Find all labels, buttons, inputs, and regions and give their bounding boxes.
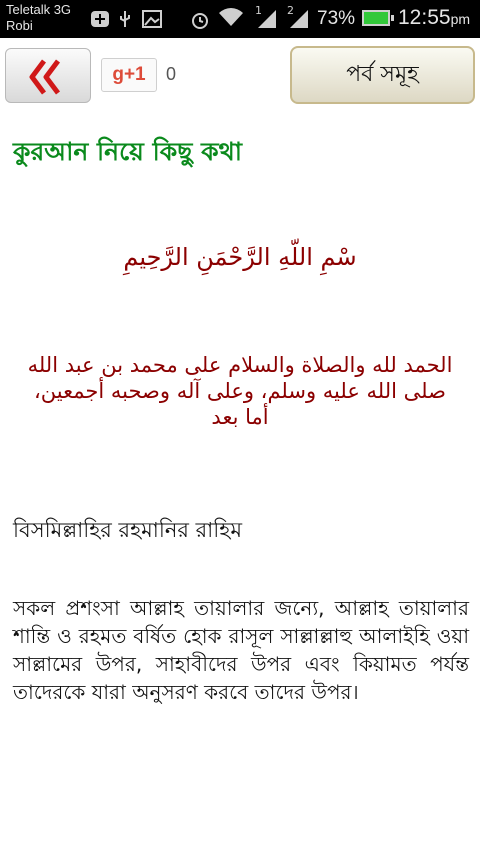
add-icon bbox=[90, 10, 110, 32]
battery-icon bbox=[362, 10, 390, 26]
carrier-line2: Robi bbox=[6, 18, 33, 33]
clock bbox=[398, 6, 470, 30]
bismillah-arabic: سْمِ اللّهِ الرَّحْمَنِ الرَّحِيمِ bbox=[123, 243, 357, 271]
status-bar bbox=[0, 0, 480, 38]
sim2-label: 2 bbox=[287, 4, 294, 17]
bismillah-bangla: বিসমিল্লাহির রহমানির রাহিম bbox=[13, 518, 242, 542]
double-chevron-left-icon bbox=[26, 59, 72, 95]
battery-percent: 73% bbox=[317, 8, 356, 29]
clock-time: 12:55 bbox=[398, 6, 451, 29]
google-plus-one-button[interactable]: g+1 bbox=[101, 58, 157, 92]
hamd-arabic: الحمد لله والصلاة والسلام على محمد بن عبد الله صلى الله عليه وسلم، وعلى آله وصحبه أجمعين، أما بعد bbox=[27, 353, 453, 429]
chapters-button[interactable]: পর্ব সমূহ bbox=[290, 46, 475, 104]
carrier-line1: Teletalk 3G bbox=[6, 2, 72, 17]
usb-icon bbox=[118, 10, 132, 32]
alarm-icon bbox=[190, 10, 210, 34]
google-plus-count: 0 bbox=[166, 64, 177, 84]
sim1-label: 1 bbox=[255, 4, 262, 17]
image-icon bbox=[142, 10, 162, 32]
hamd-bangla: সকল প্রশংসা আল্লাহ তায়ালার জন্যে, আল্লাহ তায়ালার শান্তি ও রহমত বর্ষিত হোক রাসূল সাল্লাল্লাহু আলাইহি ওয়া সাল্লামের উপর, সাহাবীদের উপর এবং কিয়ামত পর্যন্ত তাদেরকে যারা অনুসরণ করবে তাদের উপর। bbox=[13, 596, 469, 704]
signal-icon bbox=[256, 8, 278, 34]
carrier-info bbox=[6, 2, 71, 34]
back-button[interactable] bbox=[5, 48, 91, 103]
signal-icon bbox=[288, 8, 310, 34]
page-title: কুরআন নিয়ে কিছু কথা bbox=[13, 137, 243, 166]
clock-ampm: pm bbox=[450, 11, 471, 27]
wifi-icon bbox=[218, 6, 244, 32]
